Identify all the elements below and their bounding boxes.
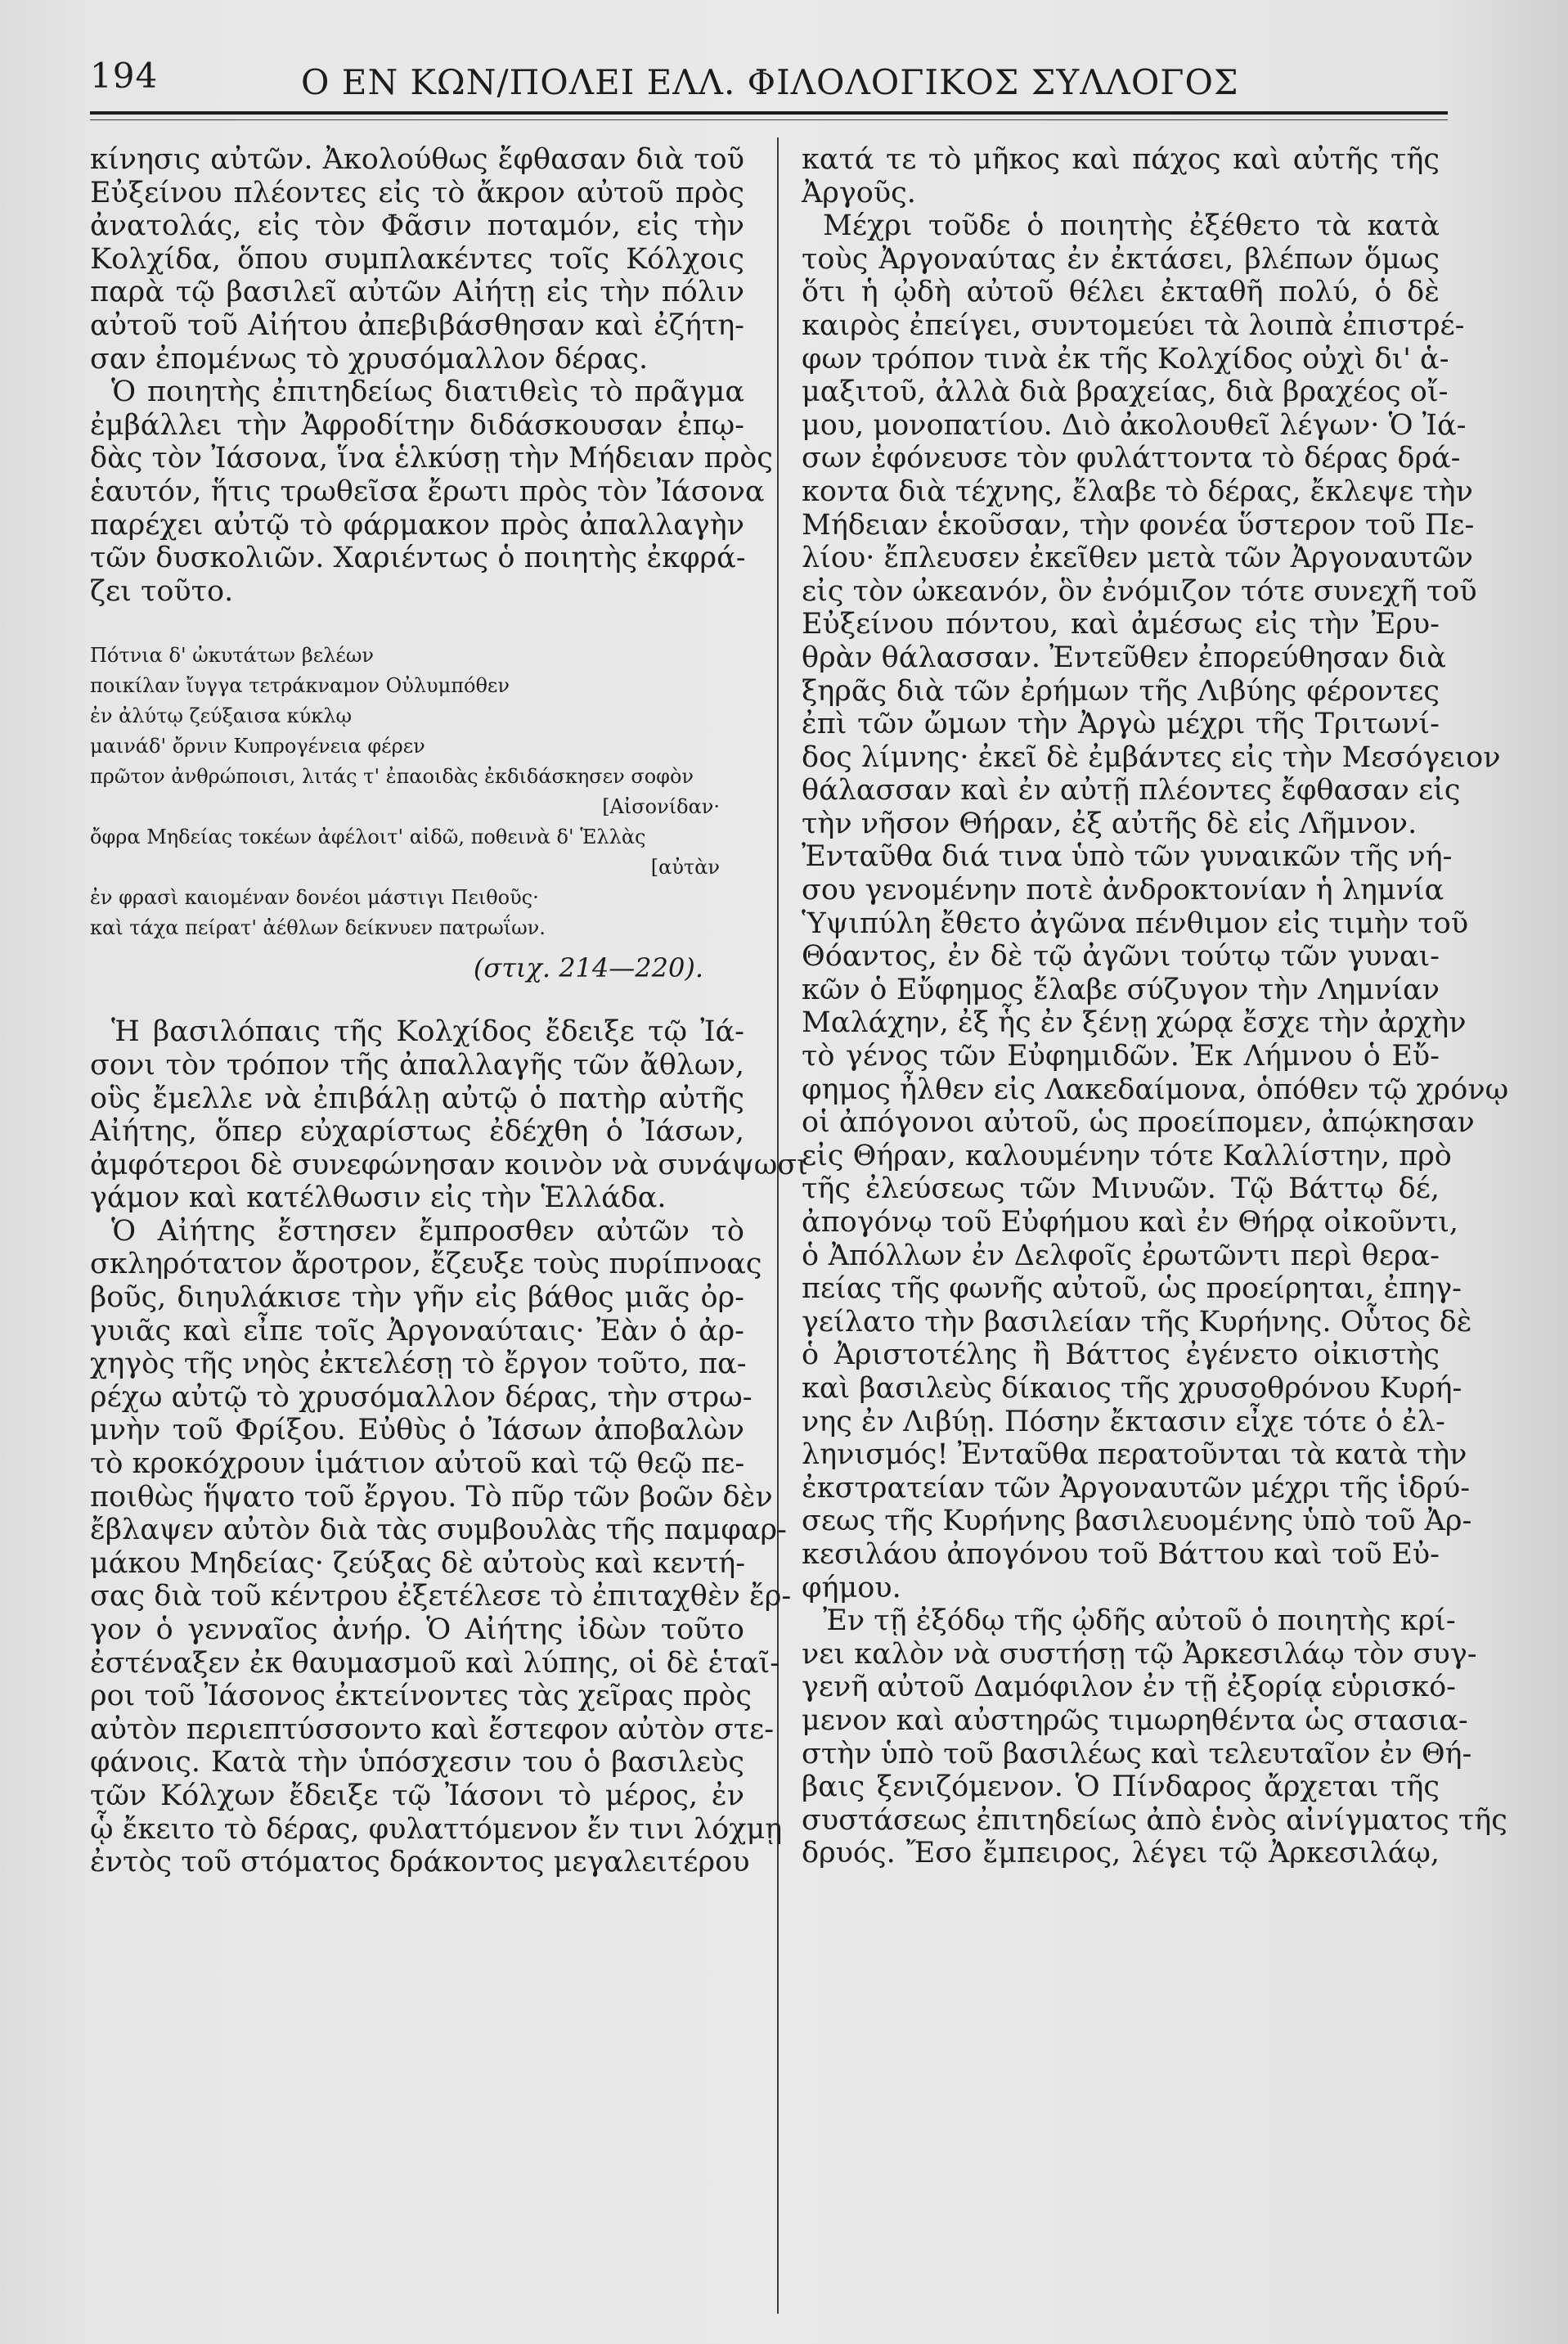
text-line: Κολχίδα, ὅπου συμπλακέντες τοῖς Κόλχοις [90, 242, 744, 276]
running-head: Ο ΕΝ ΚΩΝ/ΠΟΛΕΙ ΕΛΛ. ΦΙΛΟΛΟΓΙΚΟΣ ΣΥΛΛΟΓΟΣ [301, 62, 1239, 102]
text-line: γενῆ αὐτοῦ Δαμόφιλον ἐν τῇ ἐξορίᾳ εὑρισκό- [802, 1671, 1456, 1704]
verse-line: ποικίλαν ἴυγγα τετράκναμον Οὐλυμπόθεν [90, 674, 510, 698]
text-line: οἱ ἀπόγονοι αὐτοῦ, ὡς προείπομεν, ἀπῴκησαν [802, 1106, 1475, 1140]
text-line: ὁ Ἀπόλλων ἐν Δελφοῖς ἐρωτῶντι περὶ θερα- [802, 1239, 1440, 1272]
text-line: τοὺς Ἀργοναύτας ἐν ἐκτάσει, βλέπων ὅμως [802, 242, 1440, 276]
verse-line: μαινάδ' ὄρνιν Κυπρογένεια φέρεν [90, 735, 425, 758]
text-line: λίου· ἔπλευσεν ἐκεῖθεν μετὰ τῶν Ἀργοναυτῶν [802, 542, 1473, 575]
text-line: ἔβλαψεν αὐτὸν διὰ τὰς συμβουλὰς τῆς παμφαρ- [90, 1514, 787, 1547]
verse-line: [Αἰσονίδαν· [602, 795, 720, 819]
text-line: ὅτι ἡ ᾠδὴ αὐτοῦ θέλει ἐκταθῆ πολύ, ὁ δὲ [802, 276, 1440, 309]
text-line: κῶν ὁ Εὔφημος ἔλαβε σύζυγον τὴν Λημνίαν [802, 973, 1440, 1006]
text-line: οὓς ἔμελλε νὰ ἐπιβάλῃ αὐτῷ ὁ πατὴρ αὐτῆς [90, 1082, 744, 1115]
text-line: ξηρᾶς διὰ τῶν ἐρήμων τῆς Λιβύης φέροντες [802, 674, 1440, 708]
verse-line: πρῶτον ἀνθρώποισι, λιτάς τ' ἐπαοιδὰς ἐκδιδάσκησεν σοφὸν [90, 765, 694, 789]
text-line: σεως τῆς Κυρήνης βασιλευομένης ὑπὸ τοῦ Ἀρ- [802, 1505, 1472, 1538]
text-line: βαις ξενιζόμενον. Ὁ Πίνδαρος ἄρχεται τῆς [802, 1770, 1440, 1804]
text-line: σας διὰ τοῦ κέντρου ἐξετέλεσε τὸ ἐπιταχθὲν ἔρ- [90, 1580, 792, 1613]
paragraph [90, 1015, 808, 1215]
text-line: στὴν ὑπὸ τοῦ βασιλέως καὶ τελευταῖον ἐν Θή- [802, 1737, 1472, 1770]
text-line: ἐπὶ τῶν ὤμων τὴν Ἀργὼ μέχρι τῆς Τριτωνί- [802, 708, 1440, 741]
text-line: Ἐν τῇ ἐξόδῳ τῆς ᾠδῆς αὐτοῦ ὁ ποιητὴς κρί- [823, 1604, 1456, 1638]
verse-line: ὄφρα Μηδείας τοκέων ἀφέλοιτ' αἰδῶ, ποθεινὰ δ' Ἑλλὰς [90, 826, 646, 849]
text-line: Μέχρι τοῦδε ὁ ποιητὴς ἐξέθετο τὰ κατὰ [823, 209, 1440, 243]
text-line: ροι τοῦ Ἰάσονος ἐκτείνοντες τὰς χεῖρας πρὸς [90, 1680, 752, 1713]
text-line: ἐκστρατείαν τῶν Ἀργοναυτῶν μέχρι τῆς ἱδρύ- [802, 1471, 1471, 1505]
text-line: αὐτὸν περιεπτύσσοντο καὶ ἔστεφον αὐτὸν στε- [90, 1712, 775, 1746]
text-line: γείλατο τὴν βασιλείαν τῆς Κυρήνης. Οὗτος δὲ [802, 1305, 1472, 1338]
paragraph [90, 1214, 792, 1879]
text-line: τῆς ἐλεύσεως τῶν Μινυῶν. Τῷ Βάττῳ δέ, [802, 1172, 1440, 1206]
text-line: ἀπογόνῳ τοῦ Εὐφήμου καὶ ἐν Θήρᾳ οἰκοῦντι, [802, 1206, 1459, 1239]
text-line: τῶν δυσκολιῶν. Χαριέντως ὁ ποιητὴς ἐκφρά- [90, 542, 746, 575]
text-line: ζει τοῦτο. [90, 574, 234, 608]
text-line: Ὑψιπύλη ἔθετο ἀγῶνα πένθιμον εἰς τιμὴν τοῦ [802, 907, 1469, 940]
text-line: ᾧ ἔκειτο τὸ δέρας, φυλαττόμενον ἔν τινι λόχμῃ [90, 1812, 783, 1846]
text-line: νης ἐν Λιβύῃ. Πόσην ἔκτασιν εἶχε τότε ὁ ἐλ- [802, 1405, 1445, 1438]
text-line: θάλασσαν καὶ ἐν αὐτῇ πλέοντες ἔφθασαν εἰς [802, 774, 1461, 808]
left-column [90, 143, 808, 1879]
text-line: Ὁ ποιητὴς ἐπιτηδείως διατιθεὶς τὸ πρᾶγμα [111, 376, 744, 409]
text-line: γον ὁ γενναῖος ἀνήρ. Ὁ Αἰήτης ἰδὼν τοῦτο [90, 1613, 744, 1646]
text-line: κοντα διὰ τέχνης, ἔλαβε τὸ δέρας, ἔκλεψε τὴν [802, 475, 1473, 508]
text-line: φημος ἦλθεν εἰς Λακεδαίμονα, ὁπόθεν τῷ χρόνῳ [802, 1073, 1509, 1106]
text-line: χηγὸς τῆς νηὸς ἐκτελέσῃ τὸ ἔργον τοῦτο, πα- [90, 1347, 747, 1381]
text-line: φων τρόπον τινὰ ἐκ τῆς Κολχίδος οὐχὶ δι' ἁ- [802, 342, 1449, 376]
text-line: ἀνατολάς, εἰς τὸν Φᾶσιν ποταμόν, εἰς τὴν [90, 209, 744, 243]
text-line: κεσιλάου ἀπογόνου τοῦ Βάττου καὶ τοῦ Εὐ- [802, 1537, 1440, 1571]
text-line: τὸ γένος τῶν Εὐφημιδῶν. Ἐκ Λήμνου ὁ Εὔ- [802, 1040, 1440, 1073]
page-header [90, 51, 1448, 108]
text-line: καιρὸς ἐπείγει, συντομεύει τὰ λοιπὰ ἐπιστρέ- [802, 308, 1465, 342]
text-line: νει καλὸν νὰ συστήσῃ τῷ Ἀρκεσιλάῳ τὸν συγ- [802, 1637, 1477, 1671]
text-line: ἐμβάλλει τὴν Ἀφροδίτην διδάσκουσαν ἐπῳ- [90, 408, 744, 442]
text-line: Θόαντος, ἐν δὲ τῷ ἀγῶνι τούτῳ τῶν γυναι- [802, 940, 1440, 974]
text-line: Μαλάχην, ἐξ ἧς ἐν ξένῃ χώρᾳ ἔσχε τὴν ἀρχὴν [802, 1006, 1467, 1040]
text-line: ἑαυτόν, ἥτις τρωθεῖσα ἔρωτι πρὸς τὸν Ἰάσονα [90, 475, 765, 508]
verse-line: [αὐτὰν [650, 856, 720, 880]
paragraph [90, 376, 773, 608]
text-line: σκληρότατον ἄροτρον, ἔζευξε τοὺς πυρίπνοας [90, 1248, 762, 1281]
paragraph [802, 209, 1501, 840]
text-line: μνὴν τοῦ Φρίξου. Εὐθὺς ὁ Ἰάσων ἀποβαλὼν [90, 1414, 744, 1447]
text-line: μενον καὶ αὐστηρῶς τιμωρηθέντα ὡς στασια- [802, 1703, 1468, 1737]
right-column [802, 143, 1509, 1870]
text-line: βοῦς, διηυλάκισε τὴν γῆν εἰς βάθος μιᾶς ὀρ- [90, 1281, 744, 1315]
text-line: εἰς Θήραν, καλουμένην τότε Καλλίστην, πρὸ [802, 1139, 1452, 1172]
paragraph [802, 840, 1509, 1604]
text-line: Εὐξείνου πλέοντες εἰς τὸ ἄκρον αὐτοῦ πρὸς [90, 176, 744, 209]
text-line: συστάσεως ἐπιτηδείως ἀπὸ ἑνὸς αἰνίγματος τῆς [802, 1803, 1507, 1837]
paragraph [90, 143, 744, 376]
text-line: παρὰ τῷ βασιλεῖ αὐτῶν Αἰήτῃ εἰς τὴν πόλιν [90, 276, 744, 309]
text-line: τὴν νῆσον Θήραν, ἐξ αὐτῆς δὲ εἰς Λῆμνον. [802, 807, 1417, 840]
text-line: γάμον καὶ κατέλθωσιν εἰς τὴν Ἑλλάδα. [90, 1181, 667, 1215]
text-line: δρυός. Ἔσο ἔμπειρος, λέγει τῷ Ἀρκεσιλάῳ, [802, 1837, 1440, 1870]
verse-line: ἐν ἀλύτῳ ζεύξαισα κύκλῳ [90, 704, 353, 728]
header-rule-thin [90, 119, 1448, 120]
text-line: Ἀργοῦς. [802, 176, 916, 209]
text-line: κατά τε τὸ μῆκος καὶ πάχος καὶ αὐτῆς τῆς [802, 143, 1440, 176]
verse-line: ἐν φρασὶ καιομέναν δονέοι μάστιγι Πειθοῦς· [90, 886, 539, 910]
verse-line: Πότνια δ' ὠκυτάτων βελέων [90, 644, 374, 668]
text-line: μαξιτοῦ, ἀλλὰ διὰ βραχείας, διὰ βραχέος οἴ- [802, 376, 1449, 409]
verse-citation: (στιχ. 214—220). [473, 952, 703, 984]
text-line: σου γενομένην ποτὲ ἀνδροκτονίαν ἡ λημνία [802, 874, 1444, 907]
text-line: φήμου. [802, 1571, 901, 1604]
text-line: ρέχω αὐτῷ τὸ χρυσόμαλλον δέρας, τὴν στρω- [90, 1380, 753, 1414]
text-line: καὶ βασιλεὺς δίκαιος τῆς χρυσοθρόνου Κυρή- [802, 1371, 1462, 1405]
paragraph [802, 143, 1440, 209]
header-rule [90, 111, 1448, 115]
text-line: ἐστέναξεν ἐκ θαυμασμοῦ καὶ λύπης, οἱ δὲ ἑταῖ- [90, 1646, 780, 1680]
paragraph [802, 1604, 1507, 1870]
text-line: Μήδειαν ἑκοῦσαν, τὴν φονέα ὕστερον τοῦ Πε- [802, 508, 1475, 542]
text-line: φάνοις. Κατὰ τὴν ὑπόσχεσιν του ὁ βασιλεὺς [90, 1746, 744, 1779]
text-line: ὁ Ἀριστοτέλης ἢ Βάττος ἐγένετο οἰκιστὴς [802, 1338, 1440, 1372]
text-line: Ἐνταῦθα διά τινα ὑπὸ τῶν γυναικῶν τῆς νή- [802, 840, 1453, 874]
text-line: μου, μονοπατίου. Διὸ ἀκολουθεῖ λέγων· Ὁ Ἰά- [802, 408, 1467, 442]
text-line: κίνησις αὐτῶν. Ἀκολούθως ἔφθασαν διὰ τοῦ [90, 143, 744, 176]
text-line: μάκου Μηδείας· ζεύξας δὲ αὐτοὺς καὶ κεντή- [90, 1546, 746, 1580]
text-line: Ἡ βασιλόπαις τῆς Κολχίδος ἔδειξε τῷ Ἰά- [111, 1015, 744, 1049]
verse-line: καὶ τάχα πείρατ' ἀέθλων δείκνυεν πατρωΐων. [90, 916, 546, 940]
text-line: δὰς τὸν Ἰάσονα, ἵνα ἑλκύσῃ τὴν Μήδειαν πρὸς [90, 442, 773, 475]
text-line: ληνισμός! Ἐνταῦθα περατοῦνται τὰ κατὰ τὴν [802, 1438, 1467, 1472]
text-line: τῶν Κόλχων ἔδειξε τῷ Ἰάσονι τὸ μέρος, ἐν [90, 1779, 744, 1812]
text-line: σαν ἐπομένως τὸ χρυσόμαλλον δέρας. [90, 342, 649, 376]
text-line: αὐτοῦ τοῦ Αἰήτου ἀπεβιβάσθησαν καὶ ἐζήτη- [90, 308, 744, 342]
text-line: ἀμφότεροι δὲ συνεφώνησαν κοινὸν νὰ συνάψωσι [90, 1148, 808, 1181]
text-line: Αἰήτης, ὅπερ εὐχαρίστως ἐδέχθη ὁ Ἰάσων, [90, 1115, 744, 1149]
column-divider [777, 137, 779, 2314]
text-line: παρέχει αὐτῷ τὸ φάρμακον πρὸς ἀπαλλαγὴν [90, 508, 744, 542]
text-line: εἰς τὸν ὠκεανόν, ὃν ἐνόμιζον τότε συνεχῆ τοῦ [802, 574, 1477, 608]
text-line: ποιθὼς ἥψατο τοῦ ἔργου. Τὸ πῦρ τῶν βοῶν δὲν [90, 1480, 773, 1514]
text-line: ἐντὸς τοῦ στόματος δράκοντος μεγαλειτέρου [90, 1846, 750, 1879]
text-line: Ὁ Αἰήτης ἔστησεν ἔμπροσθεν αὐτῶν τὸ [111, 1214, 744, 1248]
text-line: δος λίμνης· ἐκεῖ δὲ ἐμβάντες εἰς τὴν Μεσόγειον [802, 740, 1501, 774]
text-line: σονι τὸν τρόπον τῆς ἀπαλλαγῆς τῶν ἄθλων, [90, 1048, 744, 1082]
text-line: σων ἐφόνευσε τὸν φυλάττοντα τὸ δέρας δρά- [802, 442, 1461, 475]
text-line: Εὐξείνου πόντου, καὶ ἀμέσως εἰς τὴν Ἐρυ- [802, 608, 1440, 641]
text-line: πείας τῆς φωνῆς αὐτοῦ, ὡς προείρηται, ἐπηγ- [802, 1272, 1462, 1306]
verse-quotation [90, 641, 744, 943]
text-line: γυιᾶς καὶ εἶπε τοῖς Ἀργοναύταις· Ἐὰν ὁ ἀρ- [90, 1314, 744, 1347]
text-line: τὸ κροκόχρουν ἱμάτιον αὐτοῦ καὶ τῷ θεῷ πε- [90, 1447, 745, 1481]
page-number: 194 [90, 56, 159, 96]
text-line: θρὰν θάλασσαν. Ἐντεῦθεν ἐπορεύθησαν διὰ [802, 641, 1446, 674]
